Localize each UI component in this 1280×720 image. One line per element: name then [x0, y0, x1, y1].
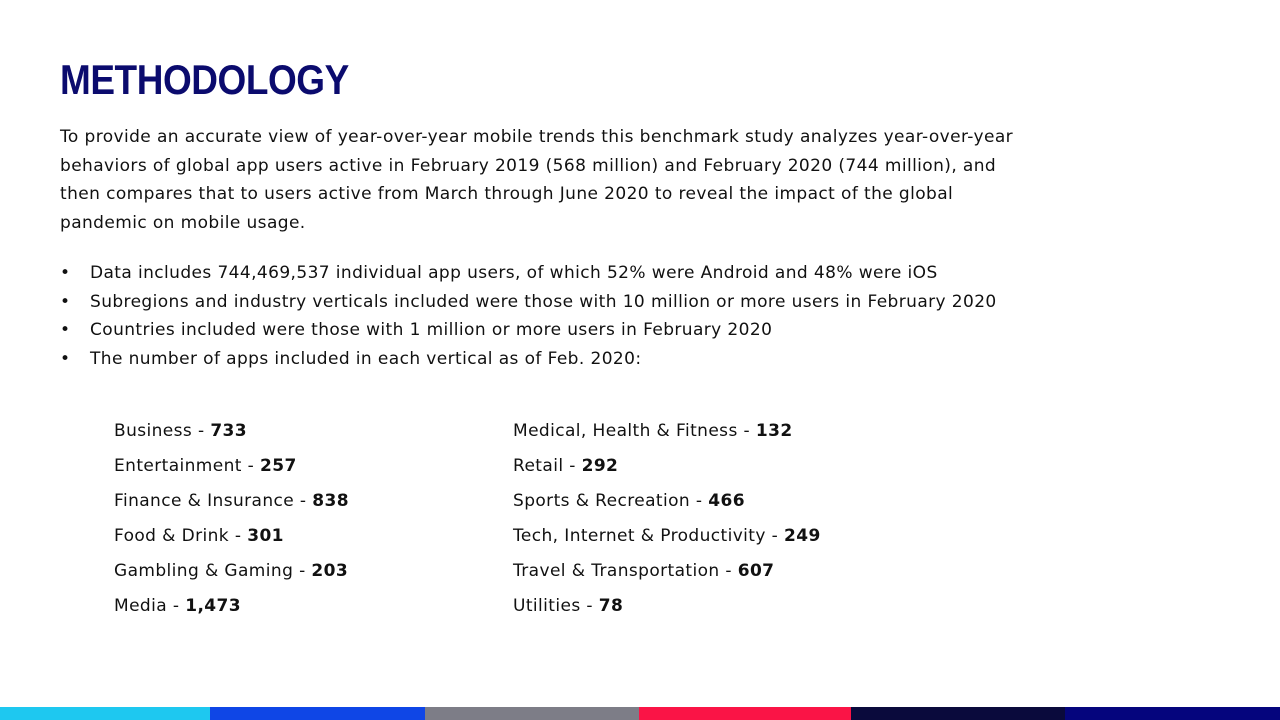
vertical-row: [513, 449, 912, 484]
vertical-name: Retail: [513, 456, 564, 476]
vertical-count: 838: [312, 491, 349, 511]
bullet-text: The number of apps included in each vertical as of Feb. 2020:: [90, 348, 642, 369]
color-bar-segment: [425, 707, 639, 720]
vertical-count: 257: [260, 456, 297, 476]
bullet-marker: •: [60, 263, 71, 283]
vertical-separator: -: [293, 561, 312, 581]
vertical-name: Travel & Transportation: [513, 561, 720, 581]
vertical-row: [513, 554, 912, 589]
brand-color-bar: [0, 707, 1280, 720]
vertical-count: 301: [247, 526, 284, 546]
vertical-separator: -: [563, 456, 582, 476]
vertical-row: [114, 519, 513, 554]
vertical-name: Gambling & Gaming: [114, 561, 294, 581]
bullet-marker: •: [60, 291, 71, 312]
verticals-column-left: [114, 414, 513, 624]
page-title: METHODOLOGY: [60, 56, 349, 103]
vertical-name: Sports & Recreation: [513, 491, 691, 511]
vertical-separator: -: [580, 596, 599, 616]
vertical-separator: -: [737, 421, 756, 441]
vertical-separator: -: [719, 561, 738, 581]
vertical-name: Food & Drink: [114, 526, 230, 546]
color-bar-segment: [851, 707, 1065, 720]
vertical-row: [513, 519, 912, 554]
vertical-separator: -: [241, 456, 261, 476]
vertical-row: [114, 414, 513, 449]
bullet-list: [60, 259, 1060, 373]
vertical-name: Entertainment: [114, 456, 242, 476]
vertical-separator: -: [690, 491, 709, 511]
bullet-item: [60, 259, 1060, 288]
vertical-count: 78: [598, 596, 624, 616]
vertical-separator: -: [294, 491, 313, 511]
vertical-name: Medical, Health & Fitness: [513, 421, 738, 441]
vertical-count: 203: [311, 561, 349, 581]
vertical-row: [513, 484, 912, 519]
vertical-count: 292: [581, 456, 619, 476]
vertical-count: 607: [737, 561, 775, 581]
color-bar-segment: [210, 707, 425, 720]
bullet-marker: •: [60, 348, 71, 369]
bullet-text: Countries included were those with 1 million or more users in February 2020: [90, 320, 773, 340]
color-bar-segment: [0, 707, 210, 720]
vertical-name: Tech, Internet & Productivity: [513, 526, 766, 546]
vertical-row: [114, 484, 513, 519]
vertical-count: 466: [708, 491, 745, 511]
vertical-separator: -: [192, 421, 211, 441]
verticals-column-right: [513, 414, 912, 624]
vertical-name: Utilities: [513, 596, 581, 616]
vertical-count: 249: [784, 526, 821, 546]
vertical-row: [114, 449, 513, 484]
bullet-text: Data includes 744,469,537 individual app users, of which 52% were Android and 48% were iOS: [90, 263, 938, 283]
color-bar-segment: [1065, 707, 1280, 720]
bullet-text: Subregions and industry verticals included were those with 10 million or more users in February 2020: [90, 291, 997, 312]
bullet-item: [60, 288, 1060, 317]
bullet-marker: •: [60, 320, 71, 340]
vertical-name: Business: [114, 421, 193, 441]
vertical-name: Finance & Insurance: [114, 491, 295, 511]
vertical-row: [114, 589, 513, 624]
color-bar-segment: [639, 707, 851, 720]
bullet-item: [60, 316, 1060, 345]
vertical-row: [513, 414, 912, 449]
bullet-item: [60, 345, 1060, 374]
vertical-count: 1,473: [185, 596, 241, 616]
vertical-count: 132: [755, 421, 793, 441]
verticals-list: [114, 414, 912, 624]
vertical-row: [114, 554, 513, 589]
vertical-count: 733: [210, 421, 248, 441]
vertical-separator: -: [167, 596, 186, 616]
vertical-name: Media: [114, 596, 168, 616]
vertical-row: [513, 589, 912, 624]
vertical-separator: -: [229, 526, 248, 546]
intro-paragraph: To provide an accurate view of year-over-year mobile trends this benchmark study analyzes year-over-year behaviors of global app users active in February 2019 (568 million) and February 2020 (744 million), and then compares that to users active from March through June 2020 to reveal the impact of the global pandemic on mobile usage.: [60, 127, 1014, 233]
vertical-separator: -: [765, 526, 784, 546]
